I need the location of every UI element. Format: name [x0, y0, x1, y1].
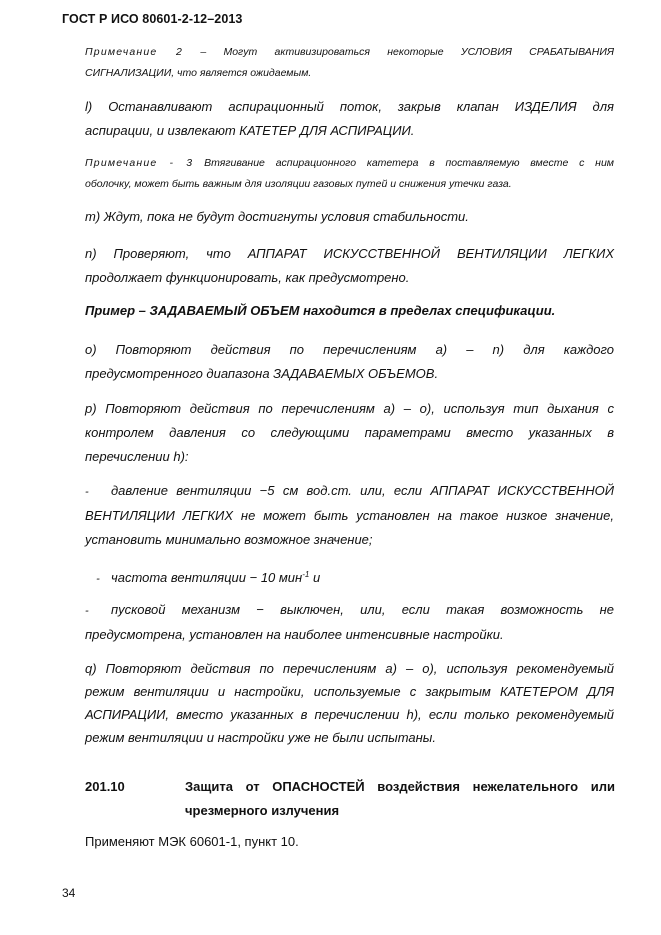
section-number: 201.10 [85, 779, 125, 794]
item-q: q) Повторяют действия по перечислениям а) – о), используя рекомендуемый режим вентиляции и настройки, используемые с закрытым КАТЕТЕРОМ ДЛЯ АСПИРАЦИИ, вместо указанных в перечислении h), если только рекомендуемый режим вентиляции и настройки уже не были испытаны. [85, 661, 614, 745]
item-m: m) Ждут, пока не будут достигнуты условия стабильности. [85, 209, 469, 224]
note-2 [85, 42, 614, 84]
standard-header: ГОСТ Р ИСО 80601-2-12–2013 [62, 12, 243, 26]
item-p: p) Повторяют действия по перечислениям а) – о), используя тип дыхания с контролем давления со следующими параметрами вместо указанных в перечислении h): [85, 401, 614, 464]
note-3-line1: Примечание - 3 Втягивание аспирационного катетера в поставляемую вместе с ним [85, 157, 614, 169]
note-3-label: Примечание - 3 [85, 157, 194, 169]
bullet-trigger: - пусковой механизм − выключен, или, если такая возможность не предусмотрена, установлен на наиболее интенсивные настройки. [85, 598, 614, 647]
section-title: Защита от ОПАСНОСТЕЙ воздействия нежелательного или чрезмерного излучения [185, 779, 615, 818]
note-2-label: Примечание 2 [85, 46, 184, 58]
item-o: o) Повторяют действия по перечислениям а) – n) для каждого предусмотренного диапазона ЗАДАВАЕМЫХ ОБЪЕМОВ. [85, 342, 614, 381]
note-2-line1: Примечание 2 – Могут активизироваться некоторые УСЛОВИЯ СРАБАТЫВАНИЯ [85, 46, 615, 58]
bullet-dash: - [85, 486, 89, 498]
bullet-dash: - [96, 573, 100, 585]
bullet-dash: - [85, 605, 89, 617]
applies-text: Применяют МЭК 60601-1, пункт 10. [85, 834, 299, 849]
note-3-line2: оболочку, может быть важным для изоляции газовых путей и снижения утечки газа. [85, 178, 512, 190]
example-line: Пример – ЗАДАВАЕМЫЙ ОБЪЕМ находится в пределах спецификации. [85, 303, 556, 318]
bullet-pressure: - давление вентиляции −5 см вод.ст. или, если АППАРАТ ИСКУССТВЕННОЙ ВЕНТИЛЯЦИИ ЛЕГКИХ не может быть установлен на такое низкое значение, установить минимально возможное значение; [85, 479, 614, 552]
note-3 [85, 153, 614, 195]
bullet-frequency: - частота вентиляции − 10 мин$^{-1}$ и [85, 563, 614, 591]
page-number: 34 [62, 886, 76, 900]
section-heading [85, 775, 615, 823]
note-2-line2: СИГНАЛИЗАЦИИ, что является ожидаемым. [85, 67, 312, 79]
item-n: n) Проверяют, что АППАРАТ ИСКУССТВЕННОЙ ВЕНТИЛЯЦИИ ЛЕГКИХ продолжает функционировать, как предусмотрено. [85, 246, 614, 285]
item-l: l) Останавливают аспирационный поток, закрыв клапан ИЗДЕЛИЯ для аспирации, и извлекают КАТЕТЕР ДЛЯ АСПИРАЦИИ. [85, 99, 614, 138]
